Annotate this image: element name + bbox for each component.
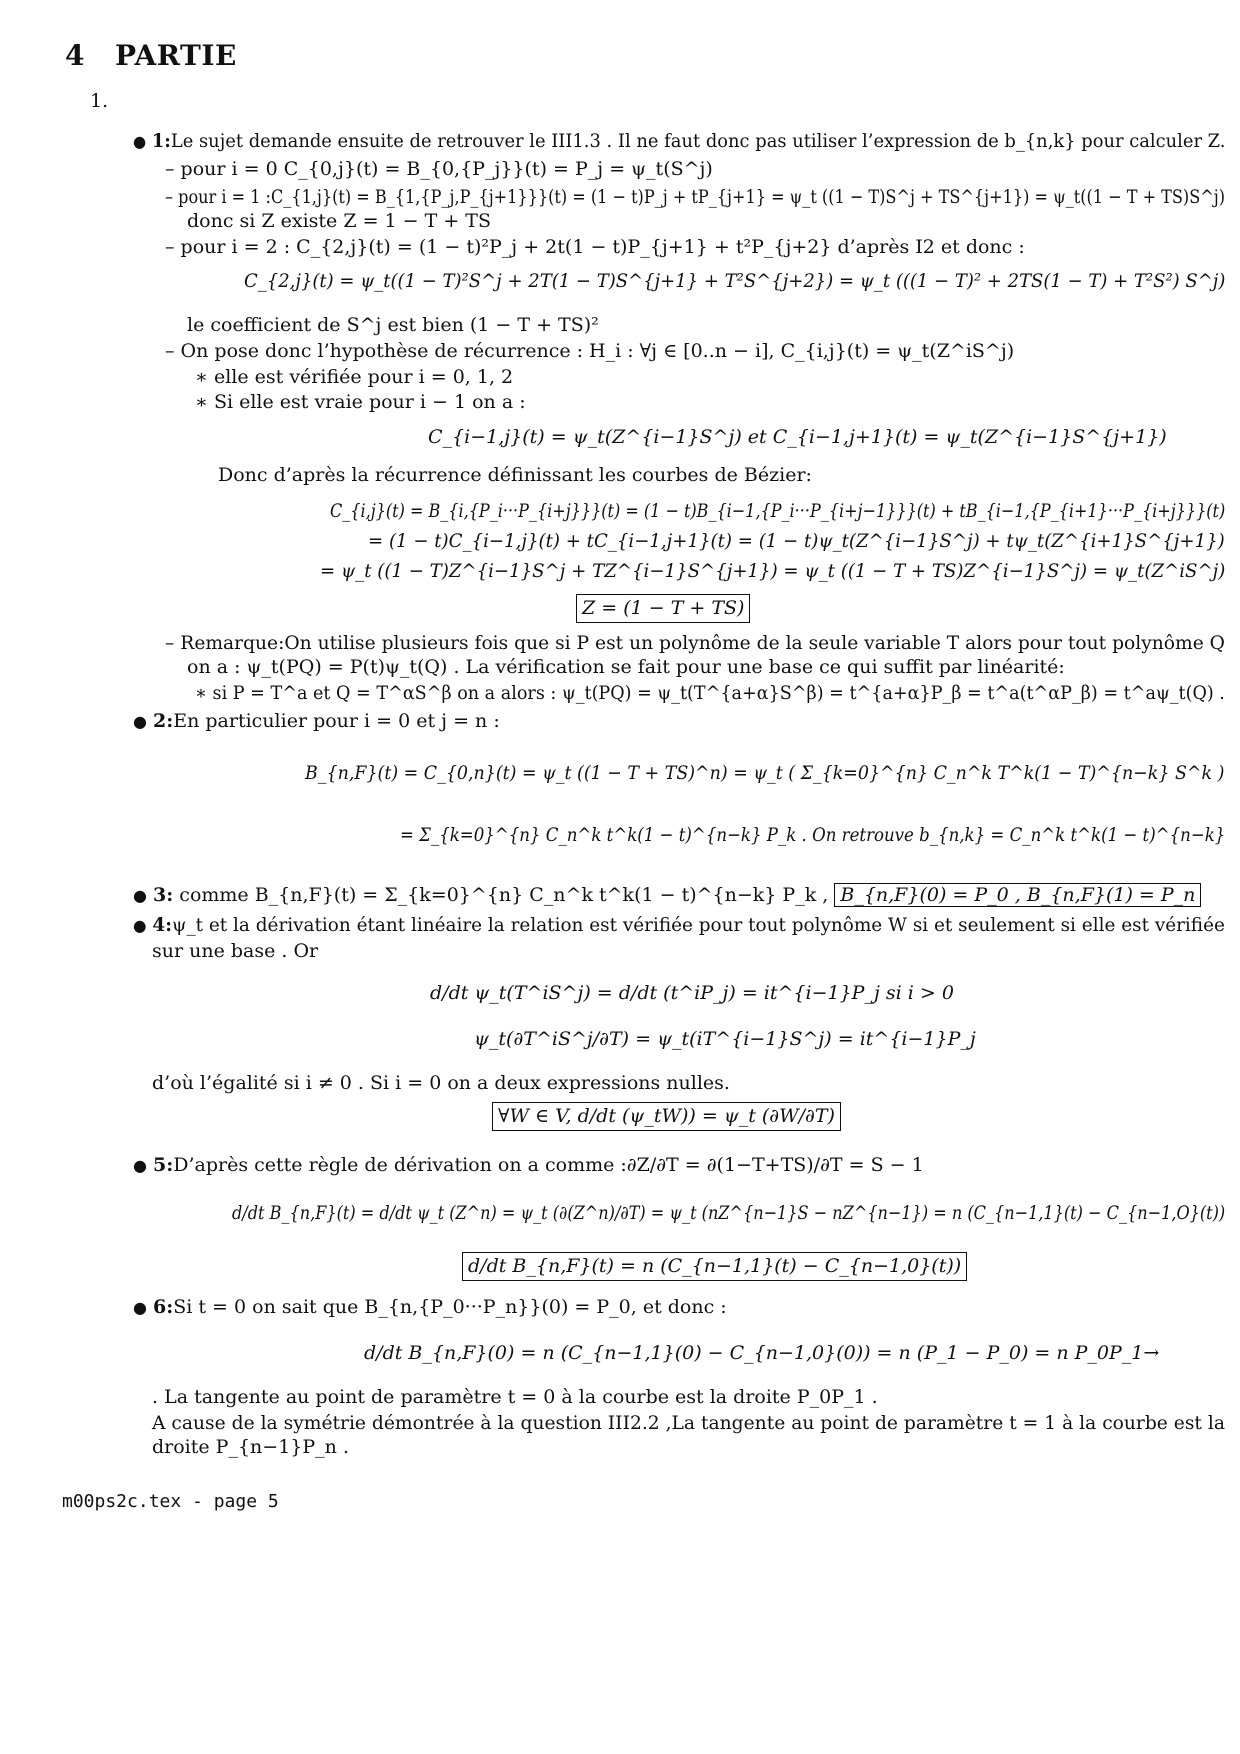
bullet-icon: ● <box>133 916 147 935</box>
equation-derivative-bnf: d/dt B_{n,F}(t) = d/dt ψ_t (Z^n) = ψ_t (∂(Z^n)/∂T) = ψ_t (nZ^{n−1}S − nZ^{n−1}) = n (C_{n−1,1}(t) − C_{n−1,O}(t)) <box>232 1202 1226 1224</box>
sub-text: pour i = 2 : C_{2,j}(t) = (1 − t)²P_j + 2t(1 − t)P_{j+1} + t²P_{j+2} d’après I2 et donc : <box>180 236 1025 258</box>
star-item: ∗ si P = T^a et Q = T^αS^β on a alors : ψ_t(PQ) = ψ_t(T^{a+α}S^β) = t^{a+α}P_β = t^a(t^αP_β) = t^aψ_t(Q) . <box>195 682 1225 704</box>
sub-item: – Remarque:On utilise plusieurs fois que si P est un polynôme de la seule variable T alors pour tout polynôme Q <box>165 632 1225 654</box>
item-1 <box>133 128 1225 155</box>
item-label: 1: <box>151 130 171 152</box>
item-label: 2: <box>153 710 174 732</box>
item-2 <box>133 708 500 735</box>
item-3 <box>133 882 1201 909</box>
tangent-line-3: droite P_{n−1}P_n . <box>152 1436 349 1458</box>
sub-item: – On pose donc l’hypothèse de récurrence : H_i : ∀j ∈ [0..n − i], C_{i,j}(t) = ψ_t(Z^iS^j) <box>165 340 1015 362</box>
item-4 <box>133 912 1225 939</box>
item-text: comme B_{n,F}(t) = Σ_{k=0}^{n} C_n^k t^k(1 − t)^{n−k} P_k , <box>179 884 829 906</box>
item-text: Si t = 0 on sait que B_{n,{P_0···P_n}}(0) = P_0, et donc : <box>173 1296 727 1318</box>
star-text: Si elle est vraie pour i − 1 on a : <box>213 391 526 413</box>
enum-label: 1. <box>90 90 109 112</box>
item-label: 6: <box>153 1296 174 1318</box>
bullet-icon: ● <box>133 886 147 905</box>
item-text: Le sujet demande ensuite de retrouver le III1.3 . Il ne faut donc pas utiliser l’expression de b_{n,k} pour calculer Z. <box>170 130 1226 152</box>
page-footer: m00ps2c.tex - page 5 <box>62 1491 279 1512</box>
item-text: D’après cette règle de dérivation on a comme :∂Z/∂T = ∂(1−T+TS)/∂T = S − 1 <box>173 1154 924 1176</box>
item-label: 5: <box>153 1154 174 1176</box>
item-text: ψ_t et la dérivation étant linéaire la relation est vérifiée pour tout polynôme W si et seulement si elle est vérifiée <box>172 914 1225 936</box>
star-text: elle est vérifiée pour i = 0, 1, 2 <box>213 366 514 388</box>
bullet-icon: ● <box>133 1156 147 1175</box>
boxed-endpoints: B_{n,F}(0) = P_0 , B_{n,F}(1) = P_n <box>834 883 1201 907</box>
coefficient-line: le coefficient de S^j est bien (1 − T + TS)² <box>187 314 599 336</box>
sub-item: – pour i = 2 : C_{2,j}(t) = (1 − t)²P_j + 2t(1 − t)P_{j+1} + t²P_{j+2} d’après I2 et donc : <box>165 236 1025 258</box>
hypothesis-text: On pose donc l’hypothèse de récurrence : H_i : ∀j ∈ [0..n − i], C_{i,j}(t) = ψ_t(Z^iS^j) <box>180 340 1015 362</box>
align-line-1: C_{i,j}(t) = B_{i,{P_i···P_{i+j}}}(t) = (1 − t)B_{i−1,{P_i···P_{i+j−1}}}(t) + tB_{i−1,{P_{i+1}···P_{i+j}}}(t) <box>330 500 1226 522</box>
star-item: ∗ Si elle est vraie pour i − 1 on a : <box>195 391 526 413</box>
item-text: En particulier pour i = 0 et j = n : <box>173 710 500 732</box>
sub-text: pour i = 0 C_{0,j}(t) = B_{0,{P_j}}(t) = P_j = ψ_t(S^j) <box>180 158 713 180</box>
remark-text: Remarque:On utilise plusieurs fois que si P est un polynôme de la seule variable T alors pour tout polynôme Q <box>180 632 1225 654</box>
bullet-icon: ● <box>133 132 147 151</box>
item-label: 3: <box>153 884 174 906</box>
sub-text: donc si Z existe Z = 1 − T + TS <box>187 210 491 232</box>
tangent-line-1: . La tangente au point de paramètre t = 0 à la courbe est la droite P_0P_1 . <box>152 1386 878 1408</box>
sub-item: – pour i = 0 C_{0,j}(t) = B_{0,{P_j}}(t) = P_j = ψ_t(S^j) <box>165 158 713 180</box>
item-6 <box>133 1294 727 1321</box>
equation-derivative: d/dt ψ_t(T^iS^j) = d/dt (t^iP_j) = it^{i−1}P_j si i > 0 <box>430 982 954 1004</box>
donc-line: Donc d’après la récurrence définissant les courbes de Bézier: <box>218 464 812 486</box>
section-title: PARTIE <box>115 39 237 72</box>
equation-bnf: B_{n,F}(t) = C_{0,n}(t) = ψ_t ((1 − T + TS)^n) = ψ_t ( Σ_{k=0}^{n} C_n^k T^k(1 − T)^{n−k} S^k ) <box>305 762 1225 784</box>
remark-text: on a : ψ_t(PQ) = P(t)ψ_t(Q) . La vérification se fait pour une base ce qui suffit par linéarité: <box>187 656 1065 678</box>
item-5 <box>133 1152 924 1179</box>
equation-partial: ψ_t(∂T^iS^j/∂T) = ψ_t(iT^{i−1}S^j) = it^{i−1}P_j <box>474 1028 976 1050</box>
equation-bnk: = Σ_{k=0}^{n} C_n^k t^k(1 − t)^{n−k} P_k . On retrouve b_{n,k} = C_n^k t^k(1 − t)^{n−k} <box>400 824 1226 846</box>
after-text: d’où l’égalité si i ≠ 0 . Si i = 0 on a deux expressions nulles. <box>152 1072 730 1094</box>
boxed-result-z: Z = (1 − T + TS) <box>576 594 750 623</box>
equation-c2: C_{2,j}(t) = ψ_t((1 − T)²S^j + 2T(1 − T)S^{j+1} + T²S^{j+2}) = ψ_t (((1 − T)² + 2TS(1 − T) + T²S²) S^j) <box>244 270 1226 292</box>
bullet-icon: ● <box>133 712 147 731</box>
star-item: ∗ elle est vérifiée pour i = 0, 1, 2 <box>195 366 514 388</box>
bullet-icon: ● <box>133 1298 147 1317</box>
boxed-rule: ∀W ∈ V, d/dt (ψ_tW)) = ψ_t (∂W/∂T) <box>492 1102 841 1131</box>
section-number: 4 <box>65 39 85 72</box>
boxed-derivative: d/dt B_{n,F}(t) = n (C_{n−1,1}(t) − C_{n−1,0}(t)) <box>462 1252 967 1281</box>
align-line-2: = (1 − t)C_{i−1,j}(t) + tC_{i−1,j+1}(t) = (1 − t)ψ_t(Z^{i−1}S^j) + tψ_t(Z^{i+1}S^{j+1}) <box>368 530 1225 552</box>
equation-tangent: d/dt B_{n,F}(0) = n (C_{n−1,1}(0) − C_{n−1,0}(0)) = n (P_1 − P_0) = n P_0P_1→ <box>364 1342 1160 1364</box>
tangent-line-2: A cause de la symétrie démontrée à la question III2.2 ,La tangente au point de paramètre t = 1 à la courbe est la <box>152 1412 1225 1434</box>
sub-text: pour i = 1 :C_{1,j}(t) = B_{1,{P_j,P_{j+1}}}(t) = (1 − t)P_j + tP_{j+1} = ψ_t ((1 − T)S^j + TS^{j+1}) = ψ_t((1 − T + TS)S^j) <box>178 186 1225 208</box>
sub-item: – pour i = 1 :C_{1,j}(t) = B_{1,{P_j,P_{j+1}}}(t) = (1 − t)P_j + tP_{j+1} = ψ_t ((1 − T)S^j + TS^{j+1}) = ψ_t((1 − T + TS)S^j) <box>165 186 1225 208</box>
star-text: si P = T^a et Q = T^αS^β on a alors : ψ_t(PQ) = ψ_t(T^{a+α}S^β) = t^{a+α}P_β = t^a(t^αP_β) = t^aψ_t(Q) . <box>212 682 1225 704</box>
equation-recurrence: C_{i−1,j}(t) = ψ_t(Z^{i−1}S^j) et C_{i−1,j+1}(t) = ψ_t(Z^{i−1}S^{j+1}) <box>428 426 1167 448</box>
item-text: sur une base . Or <box>152 940 319 962</box>
align-line-3: = ψ_t ((1 − T)Z^{i−1}S^j + TZ^{i−1}S^{j+1}) = ψ_t ((1 − T + TS)Z^{i−1}S^j) = ψ_t(Z^iS^j) <box>320 560 1226 582</box>
section-heading <box>65 39 237 72</box>
item-label: 4: <box>152 914 173 936</box>
